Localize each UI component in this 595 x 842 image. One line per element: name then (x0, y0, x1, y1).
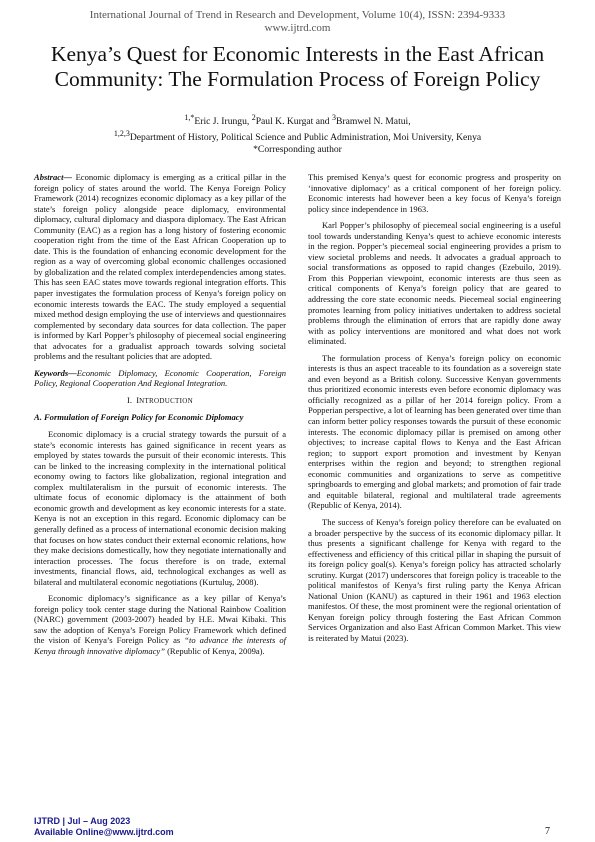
vision-quote: “to advance the interests of Kenya through innovative diplomacy” (34, 635, 286, 656)
right-paragraph-1: This premised Kenya’s quest for economic progress and prosperity on ‘innovative diplomacy’ as a critical component of her foreign policy. Economic interests had however been a key focus of Kenya’s foreign policy since independence in 1963. (308, 172, 561, 214)
author-3: Bramwel N. Matui, (335, 116, 411, 128)
section-initial: I (136, 394, 140, 405)
paper-title (20, 42, 575, 92)
author-sup-2: 2 (251, 113, 256, 122)
affiliation-sup: 1,2,3 (113, 129, 130, 139)
page-number: 7 (545, 826, 550, 837)
footer-website: Available Online@www.ijtrd.com (34, 827, 174, 837)
title-line-1: Kenya’s Quest for Economic Interests in the East African (50, 42, 545, 66)
left-paragraph-1: Economic diplomacy is a crucial strategy towards the pursuit of a state’s economic interests has gained significance in recent years as employed by states towards the pursuit of their economic interests. This can be linked to the increasing complexity in the international political economy owing to factors like globalization, regional integration and complex multilateralism in the pursuit of economic interests. The ultimate focus of economic diplomacy is the attainment of both economic growth and development as key economic interests for a state. Kenya is not an exception in this regard. Economic diplomacy can be generally defined as a process of international economic decision making that focuses on how states conduct their external economic relations, how they make decisions domestically, how they negotiate internationally and interaction processes. The focus therefore is on trade, external investments, financial flows, aid, technological exchanges as well as bilateral and multilateral economic negotiations (Kurtuluş, 2008). (34, 429, 286, 587)
right-paragraph-3: The formulation process of Kenya’s foreign policy on economic interests is thus an aspect traceable to its foundation as a sovereign state and even beyond as a British colony. Successive Kenyan governments thus prioritized economic interests even before economic diplomacy was officially recognized as a pillar of her 2014 foreign policy. From a Popperian perspective, a lot of learning has been generated over time than can inform better policy responses towards the pursuit of these economic interests. The economic diplomacy pillar is premised on among other objectives; to increase capital flows to Kenya and the East African region; to support export promotion and investment by Kenyan enterprises within the region and beyond; to strengthen regional economic communities and organizations to serve as competitive springboards to emerging and global markets; and promotion of fair trade and equitable bilateral, regional and multilateral trade agreements (Republic of Kenya, 2014). (308, 352, 561, 511)
author-2: Paul K. Kurgat and (255, 116, 332, 128)
left-paragraph-2-end: (Republic of Kenya, 2009a). (164, 645, 265, 656)
section-number: I. (127, 394, 132, 405)
section-heading-introduction (34, 395, 286, 407)
author-sup-3: 3 (331, 113, 336, 122)
keywords-text: Economic Diplomacy, Economic Cooperation, Foreign Policy, Regional Cooperation And Regional Integration. (34, 367, 286, 389)
author-sup-1: 1,* (184, 113, 195, 122)
author-block (20, 112, 575, 156)
subsection-heading: A. Formulation of Foreign Policy for Economic Diplomacy (34, 412, 244, 423)
abstract-text: Economic diplomacy is emerging as a critical pillar in the foreign policy of states around the world. The Kenya Foreign Policy Framework (2014) recognizes economic diplomacy as a key pillar of the state’s foreign policy alongside peace diplomacy, environmental diplomacy, cultural diplomacy and diaspora diplomacy. The East African Community (EAC) as a region has a long history of fostering economic cooperation right from the time of the East African Cooperation up to date. This is the foundation of enhancing economic development for the region as a way of overcoming global economic challenges occasioned by globalization and the related complex interdependencies among states. This has seen EAC states move towards regional integration efforts. This paper investigates the formulation process of Kenya’s foreign policy on economic interests towards the EAC. The study employed a sequential mixed method design employing the use of interviews and questionnaires complemented by secondary data sources for data collection. The paper is informed by Karl Popper’s philosophy of piecemeal social engineering that advocates for a gradualist approach towards solving societal problems and the resultant policies that are adopted. (34, 172, 286, 362)
right-paragraph-2: Karl Popper’s philosophy of piecemeal social engineering is a useful tool towards understanding Kenya’s quest to achieve economic interests in the region. Popper’s piecemeal social engineering provides a prism to view societal problems and needs. It advocates a gradual approach to social transformations as opposed to rapid changes (Ezebuilo, 2019). From this Popperian viewpoint, economic interests are thus seen as critical components of Kenya’s foreign policy that are geared to addressing the core state economic needs. Piecemeal social engineering promotes learning from policy initiatives undertaken to address societal problems through the elimination of errors that are rapidly done away with as policy interventions are monitored and what does not work eliminated. (308, 220, 561, 347)
affiliation-text: Department of History, Political Science and Public Administration, Moi University, Kenya (129, 132, 482, 144)
right-paragraph-4: The success of Kenya’s foreign policy therefore can be evaluated on a broader perspective by the success of its economic diplomacy pillar. It thus presents a significant challenge for Kenya with regard to the effectiveness and efficiency of this critical pillar in shaping the pursuit of its foreign policy goal(s). Kenya’s foreign policy has attracted scholarly scrutiny. Kurgat (2017) underscores that foreign policy is traceable to the political manifestos of Kenya’s first ruling party the Kenya African National Union (KANU) as captured in their 1961 and 1963 election manifestos. Of these, the most prominent were the regional orientation of Kenyan foreign policy through fostering the East African Common Services Organization and also East African Common Market. This view is reiterated by Matui (2023). (308, 516, 561, 643)
author-names (20, 112, 575, 128)
author-1: Eric J. Irungu, (194, 116, 252, 128)
left-paragraph-2 (34, 593, 286, 656)
corresponding-author: *Corresponding author (253, 144, 342, 156)
section-rest: NTRODUCTION (139, 396, 193, 405)
abstract (34, 172, 286, 362)
keywords-label: Keywords— (34, 367, 77, 378)
abstract-label: Abstract— (34, 172, 72, 182)
journal-header: International Journal of Trend in Research and Development, Volume 10(4), ISSN: 2394-9333 (89, 9, 506, 21)
keywords (34, 368, 286, 389)
footer-issue: IJTRD | Jul – Aug 2023 (34, 816, 131, 826)
title-line-2: Community: The Formulation Process of Foreign Policy (54, 67, 541, 91)
author-affiliation (20, 128, 575, 144)
left-column (34, 172, 286, 663)
left-paragraph-2-text: Economic diplomacy’s significance as a key pillar of Kenya’s foreign policy took center stage during the National Rainbow Coalition (NARC) government (2003-2007) headed by H.E. Mwai Kibaki. This saw the adoption of Kenya’s Foreign Policy Framework which defined the vision of Kenya’s Foreign Policy as (34, 593, 286, 646)
right-column (308, 172, 561, 650)
journal-website: www.ijtrd.com (264, 22, 331, 34)
